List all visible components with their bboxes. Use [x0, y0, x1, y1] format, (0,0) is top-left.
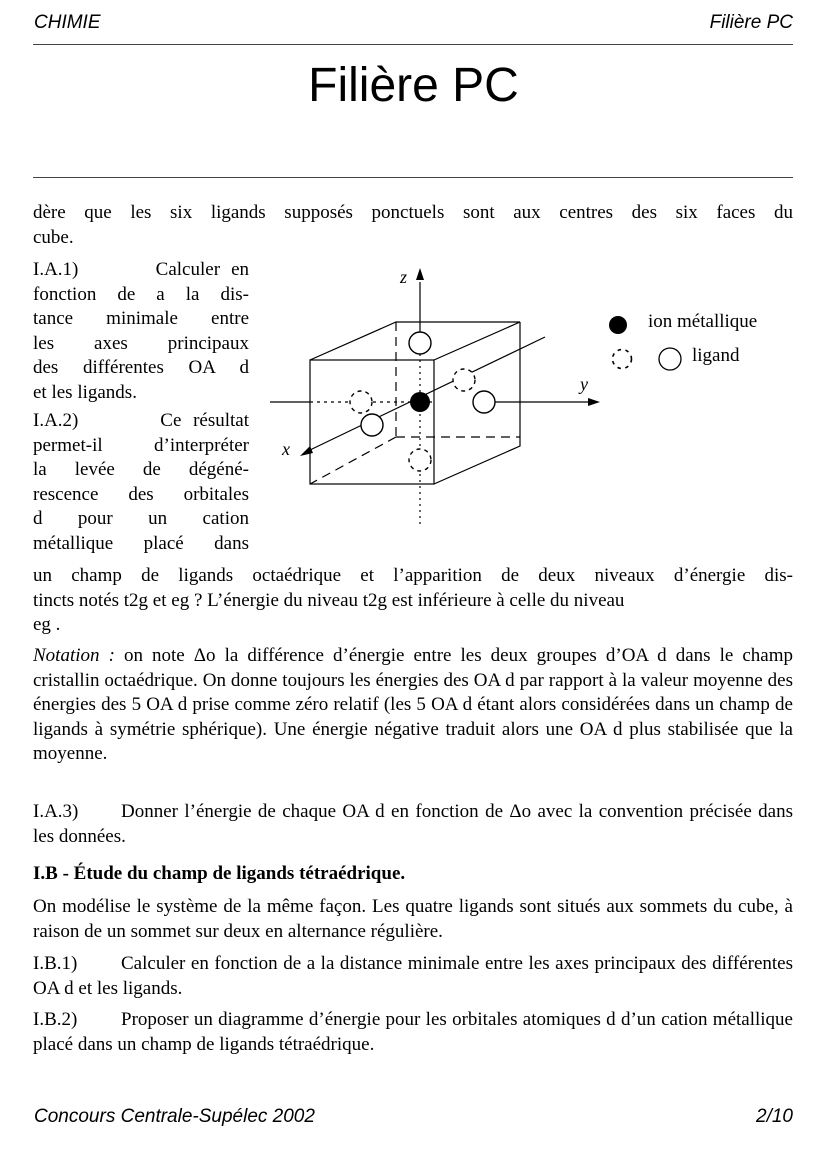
legend-ligand-label: ligand — [692, 345, 740, 366]
ligand-right — [473, 391, 495, 413]
q-ib2-text: Proposer un diagramme d’énergie pour les orbitales atomiques d d’un cation métallique placé dans un champ de ligands tétraédrique. — [33, 1009, 793, 1055]
narrow-column — [33, 258, 249, 556]
octahedral-cube-figure — [262, 262, 602, 532]
q-ia2-line-2: permet-il d’interpréter — [33, 434, 249, 456]
q-ia2-line-1: I.A.2) Ce résultat — [33, 410, 250, 431]
q-ia1-line-3: tance minimale entre — [33, 308, 249, 329]
q-ia2-line-3: la levée de dégéné- — [33, 459, 249, 480]
notation-text: on note Δo la différence d’énergie entre les deux groupes d’OA d dans le champ cristallin octaédrique. On donne toujours les énergies des OA d par rapport à la valeur moyenne des énergies des 5 OA d prise comme zéro relatif (les 5 OA d étant alors considérées dans un champ de ligands à symétrie sphérique). Une énergie négative traduit alors une OA d plus stabilisée que la moyenne. — [33, 645, 793, 764]
y-axis-label: y — [580, 374, 588, 394]
legend-metal-icon — [609, 316, 627, 334]
page-title: Filière PC — [308, 59, 519, 112]
footer-exam: Concours Centrale-Supélec 2002 — [34, 1106, 315, 1127]
intro-paragraph — [33, 201, 793, 250]
footer-page-number: 2/10 — [756, 1106, 793, 1127]
q-ia1-line-6: et les ligands. — [33, 381, 137, 403]
intro-line-2: cube. — [33, 226, 74, 248]
q-ia3-paragraph — [33, 800, 793, 849]
ligand-front — [361, 414, 383, 436]
q-ia3-label: I.A.3) — [33, 801, 79, 822]
q-ia3-text: Donner l’énergie de chaque OA d en fonction de Δo avec la convention précisée dans les données. — [33, 801, 793, 847]
notation-paragraph — [33, 644, 793, 767]
z-axis-label: z — [400, 267, 408, 287]
q-ia2-wide-line-1: un champ de ligands octaédrique et l’apparition de deux niveaux d’énergie dis- — [33, 565, 793, 586]
notation-label: Notation : — [33, 645, 115, 666]
q-ia2-line-6: métallique placé dans — [33, 532, 249, 554]
ligand-top — [409, 332, 431, 354]
q-ia2-continuation — [33, 564, 793, 638]
x-axis-arrow — [300, 446, 313, 456]
q-ia1-label: I.A.1) — [33, 259, 79, 280]
q-ia1-line-5: des différentes OA d — [33, 357, 249, 378]
q-ia1-line-2: fonction de a la dis- — [33, 283, 249, 305]
q-ia2-wide-line-3: eg . — [33, 614, 61, 635]
section-ib-heading: I.B - Étude du champ de ligands tétraédrique. — [33, 863, 406, 884]
y-axis-arrow — [588, 398, 600, 406]
intro-line-1: dère que les six ligands supposés ponctuels sont aux centres des six faces du — [33, 202, 793, 223]
q-ia2-line-4: rescence des orbitales — [33, 483, 249, 505]
q-ib2-label: I.B.2) — [33, 1009, 78, 1030]
q-ib1-text: Calculer en fonction de a la distance minimale entre les axes principaux des différentes OA d et les ligands. — [33, 953, 793, 999]
q-ia2-label: I.A.2) — [33, 410, 79, 431]
q-ia1-line-1: I.A.1) Calculer en — [33, 259, 250, 280]
x-axis — [310, 337, 545, 450]
ligand-left-hidden — [350, 391, 372, 413]
q-ia1-line-4: les axes principaux — [33, 332, 249, 354]
z-axis-arrow — [416, 268, 424, 280]
legend-metal-label: ion métallique — [648, 311, 758, 332]
ligand-bottom-hidden — [409, 449, 431, 471]
section-ib-intro: On modélise le système de la même façon. Les quatre ligands sont situés aux sommets du cube, à raison de un sommet sur deux en alternance régulière. — [33, 896, 793, 942]
ligand-back-hidden — [453, 369, 475, 391]
header-subject: CHIMIE — [34, 12, 101, 33]
legend-ligand-icon — [659, 348, 681, 370]
metal-ion — [410, 392, 430, 412]
header-track: Filière PC — [709, 12, 793, 33]
q-ia2-wide-line-2: tincts notés t2g et eg ? L’énergie du niveau t2g est inférieure à celle du niveau — [33, 589, 625, 611]
q-ib2-paragraph — [33, 1008, 793, 1057]
x-axis-label: x — [282, 439, 290, 459]
q-ia2-line-5: d pour un cation — [33, 508, 249, 529]
legend-ligand-hidden-icon — [613, 350, 632, 369]
q-ib1-label: I.B.1) — [33, 953, 78, 974]
title-rule — [33, 177, 793, 178]
q-ib1-paragraph — [33, 952, 793, 1001]
header-rule — [33, 44, 793, 45]
